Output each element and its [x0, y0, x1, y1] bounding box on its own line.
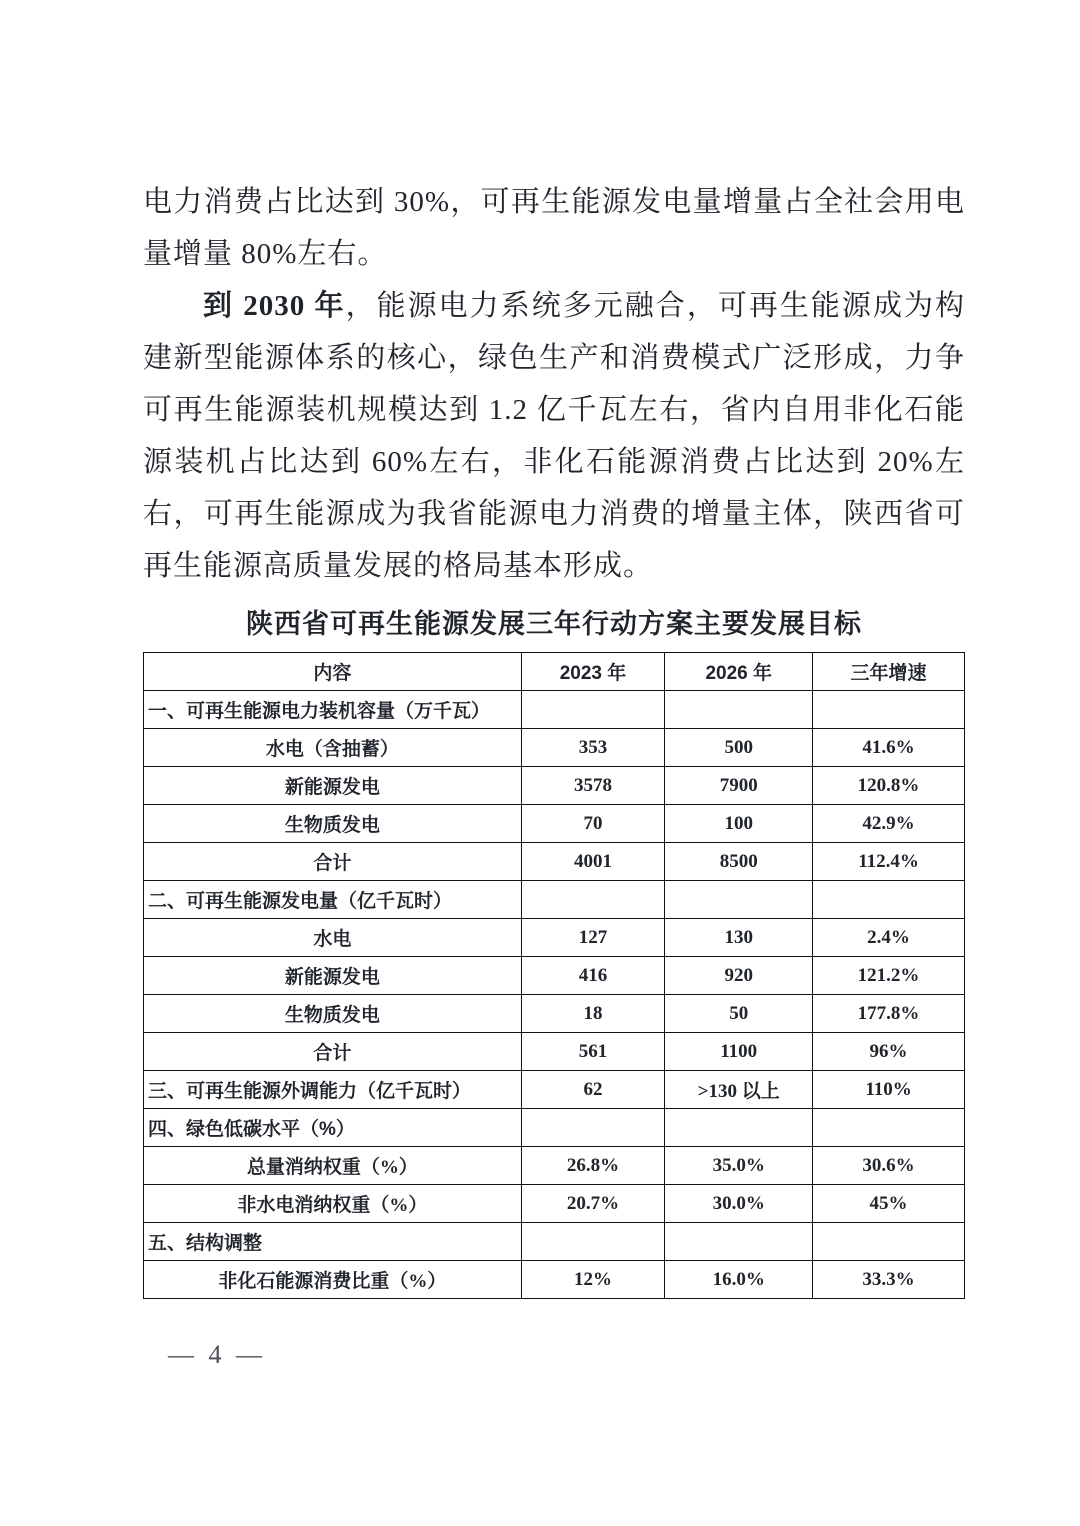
cell-2023: 20.7% [521, 1185, 665, 1223]
table-row-hydro-generation [144, 919, 965, 957]
cell-2026: 16.0% [665, 1261, 813, 1299]
cell-growth [813, 881, 965, 919]
cell-2023 [521, 1223, 665, 1261]
cell-growth: 96% [813, 1033, 965, 1071]
cell-2023 [521, 1109, 665, 1147]
table-row-biomass-generation [144, 995, 965, 1033]
cell-2023 [521, 881, 665, 919]
cell-growth [813, 691, 965, 729]
row-label: 四、绿色低碳水平（%） [144, 1109, 522, 1147]
cell-growth [813, 1109, 965, 1147]
cell-growth: 177.8% [813, 995, 965, 1033]
row-label: 合计 [144, 843, 522, 881]
cell-2026: 30.0% [665, 1185, 813, 1223]
table-title: 陕西省可再生能源发展三年行动方案主要发展目标 [246, 609, 862, 639]
table-row-total-capacity [144, 843, 965, 881]
development-targets-table [143, 652, 965, 1299]
header-growth: 三年增速 [813, 653, 965, 691]
cell-growth: 45% [813, 1185, 965, 1223]
cell-growth: 42.9% [813, 805, 965, 843]
cell-2026: 1100 [665, 1033, 813, 1071]
cell-2026 [665, 691, 813, 729]
cell-growth: 112.4% [813, 843, 965, 881]
cell-2023: 26.8% [521, 1147, 665, 1185]
cell-growth: 110% [813, 1071, 965, 1109]
table-row-nonhydro-consumption-weight [144, 1185, 965, 1223]
cell-growth: 120.8% [813, 767, 965, 805]
cell-2023: 416 [521, 957, 665, 995]
header-2026: 2026 年 [665, 653, 813, 691]
cell-2026: 130 [665, 919, 813, 957]
paragraph-continuation: 电力消费占比达到 30%，可再生能源发电量增量占全社会用电量增量 80%左右。 [143, 186, 965, 270]
cell-growth: 2.4% [813, 919, 965, 957]
paragraph-2030-goals [143, 280, 965, 592]
table-row-newenergy-capacity [144, 767, 965, 805]
table-row-section-4 [144, 1109, 965, 1147]
cell-2026: 35.0% [665, 1147, 813, 1185]
row-label: 合计 [144, 1033, 522, 1071]
row-label: 新能源发电 [144, 957, 522, 995]
cell-2023: 4001 [521, 843, 665, 881]
cell-2023: 12% [521, 1261, 665, 1299]
header-content: 内容 [144, 653, 522, 691]
document-body [143, 176, 965, 1299]
table-header-row [144, 653, 965, 691]
table-row-nonfossil-share [144, 1261, 965, 1299]
row-label: 生物质发电 [144, 995, 522, 1033]
row-label: 三、可再生能源外调能力（亿千瓦时） [144, 1071, 522, 1109]
cell-2026: 8500 [665, 843, 813, 881]
paragraph-2030-text: ，能源电力系统多元融合，可再生能源成为构建新型能源体系的核心，绿色生产和消费模式广泛形成，力争可再生能源装机规模达到 1.2 亿千瓦左右，省内自用非化石能源装机占比达到 60%左右，非化石能源消费占比达到 20%左右，可再生能源成为我省能源电力消费的增量主体，陕西省可再生能源高质量发展的格局基本形成。 [143, 290, 965, 582]
table-row-hydro-capacity [144, 729, 965, 767]
cell-2026: 100 [665, 805, 813, 843]
cell-2023: 62 [521, 1071, 665, 1109]
cell-2026: 50 [665, 995, 813, 1033]
table-row-total-generation [144, 1033, 965, 1071]
cell-2023: 3578 [521, 767, 665, 805]
row-label: 五、结构调整 [144, 1223, 522, 1261]
cell-growth [813, 1223, 965, 1261]
row-label: 二、可再生能源发电量（亿千瓦时） [144, 881, 522, 919]
row-label: 水电 [144, 919, 522, 957]
row-label: 新能源发电 [144, 767, 522, 805]
table-row-section-5 [144, 1223, 965, 1261]
cell-2026 [665, 1109, 813, 1147]
page-number: — 4 — [168, 1340, 266, 1369]
table-row-biomass-capacity [144, 805, 965, 843]
table-row-total-consumption-weight [144, 1147, 965, 1185]
cell-growth: 33.3% [813, 1261, 965, 1299]
table-row-section-1 [144, 691, 965, 729]
cell-growth: 41.6% [813, 729, 965, 767]
cell-2026: 7900 [665, 767, 813, 805]
cell-2023: 18 [521, 995, 665, 1033]
cell-2023: 353 [521, 729, 665, 767]
table-row-section-3-export [144, 1071, 965, 1109]
cell-2026 [665, 1223, 813, 1261]
table-row-newenergy-generation [144, 957, 965, 995]
cell-growth: 30.6% [813, 1147, 965, 1185]
cell-2026: 920 [665, 957, 813, 995]
row-label: 非化石能源消费比重（%） [144, 1261, 522, 1299]
row-label: 生物质发电 [144, 805, 522, 843]
cell-2026: >130 以上 [665, 1071, 813, 1109]
cell-2023: 127 [521, 919, 665, 957]
cell-2026: 500 [665, 729, 813, 767]
row-label: 非水电消纳权重（%） [144, 1185, 522, 1223]
cell-2023 [521, 691, 665, 729]
table-row-section-2 [144, 881, 965, 919]
cell-2023: 561 [521, 1033, 665, 1071]
cell-2023: 70 [521, 805, 665, 843]
row-label: 总量消纳权重（%） [144, 1147, 522, 1185]
cell-2026 [665, 881, 813, 919]
row-label: 一、可再生能源电力装机容量（万千瓦） [144, 691, 522, 729]
row-label: 水电（含抽蓄） [144, 729, 522, 767]
cell-growth: 121.2% [813, 957, 965, 995]
paragraph-lead-bold: 到 2030 年 [203, 290, 346, 322]
header-2023: 2023 年 [521, 653, 665, 691]
